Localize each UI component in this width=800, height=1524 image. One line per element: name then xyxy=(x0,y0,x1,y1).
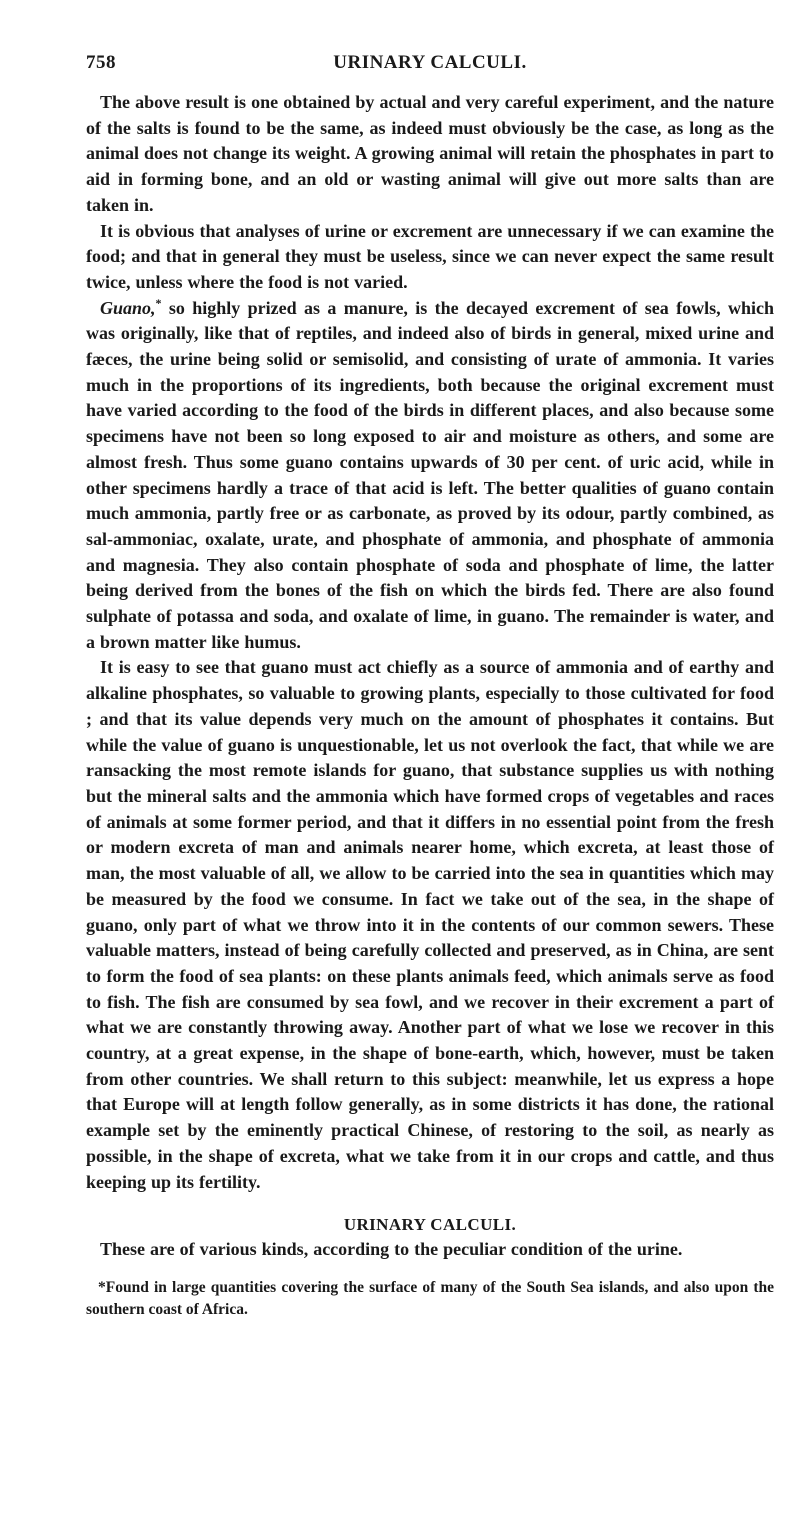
footnote xyxy=(86,1277,774,1321)
footnote-reference: * xyxy=(155,295,162,310)
paragraph-3-text: so highly prized as a manure, is the decayed excrement of sea fowls, which was originally, like that of reptiles, and indeed also of birds in general, mixed urine and fæces, the urine being solid or semisolid, and consisting of urate of ammonia. It varies much in the proportions of its ingredients, both because the original excrement must have varied according to the food of the birds in different places, and also because some specimens have not been so long exposed to air and moisture as others, and some are almost fresh. Thus some guano contains upwards of 30 per cent. of uric acid, while in other specimens hardly a trace of that acid is left. The better qualities of guano contain much ammonia, partly free or as carbonate, as proved by its odour, partly combined, as sal-ammoniac, oxalate, urate, and phosphate of ammonia, and phosphate of ammonia and magnesia. They also contain phosphate of soda and phosphate of lime, the latter being derived from the bones of the fish on which the birds fed. There are also found sulphate of potassa and soda, and oxalate of lime, in guano. The remainder is water, and a brown matter like humus. xyxy=(86,297,774,652)
book-page xyxy=(0,52,800,1524)
running-title: URINARY CALCULI. xyxy=(333,52,527,73)
guano-term: Guano, xyxy=(100,297,156,318)
page-number: 758 xyxy=(86,52,116,73)
body-text xyxy=(86,90,774,1321)
paragraph-3 xyxy=(86,296,774,656)
section-intro: These are of various kinds, according to the peculiar condition of the urine. xyxy=(100,1239,683,1260)
page-header xyxy=(86,52,774,80)
paragraph-2: It is obvious that analyses of urine or excrement are unnecessary if we can examine the food; and that in general they must be useless, since we can never expect the same result twice, unless where the food is not varied. xyxy=(86,220,774,292)
section-heading: URINARY CALCULI. xyxy=(343,1215,517,1235)
paragraph-4: It is easy to see that guano must act chiefly as a source of ammonia and of earthy and alkaline phosphates, so valuable to growing plants, especially to those cultivated for food ; and that its value depends very much on the amount of phosphates it contains. But while the value of guano is unquestionable, let us not overlook the fact, that while we are ransacking the most remote islands for guano, that substance supplies us with nothing but the mineral salts and the ammonia which have formed crops of vegetables and races of animals at some former period, and that it differs in no essential point from the fresh or modern excreta of man and animals nearer home, which excreta, at least those of man, the most valuable of all, we allow to be carried into the sea in quantities which may be measured by the food we consume. In fact we take out of the sea, in the shape of guano, only part of what we throw into it in the contents of our common sewers. These valuable matters, instead of being carefully collected and preserved, as in China, are sent to form the food of sea plants: on these plants animals feed, which animals serve as food to fish. The fish are consumed by sea fowl, and we recover in their excrement a part of what we are constantly throwing away. Another part of what we lose we recover in this country, at a great expense, in the shape of bone-earth, which, however, must be taken from other countries. We shall return to this subject: meanwhile, let us express a hope that Europe will at length follow generally, as in some districts it has done, the rational example set by the eminently practical Chinese, of restoring to the soil, as nearly as possible, in the shape of excreta, what we take from it in our crops and cattle, and thus keeping up its fertility. xyxy=(86,657,774,1192)
footnote-mark: * xyxy=(98,1278,106,1296)
paragraph-1: The above result is one obtained by actual and very careful experiment, and the nature of the salts is found to be the same, as indeed must obviously be the case, as long as the animal does not change its weight. A growing animal will retain the phosphates in part to aid in forming bone, and an old or wasting animal will give out more salts than are taken in. xyxy=(86,92,774,215)
footnote-text: Found in large quantities covering the surface of many of the South Sea islands, and also upon the southern coast of Africa. xyxy=(86,1278,774,1318)
